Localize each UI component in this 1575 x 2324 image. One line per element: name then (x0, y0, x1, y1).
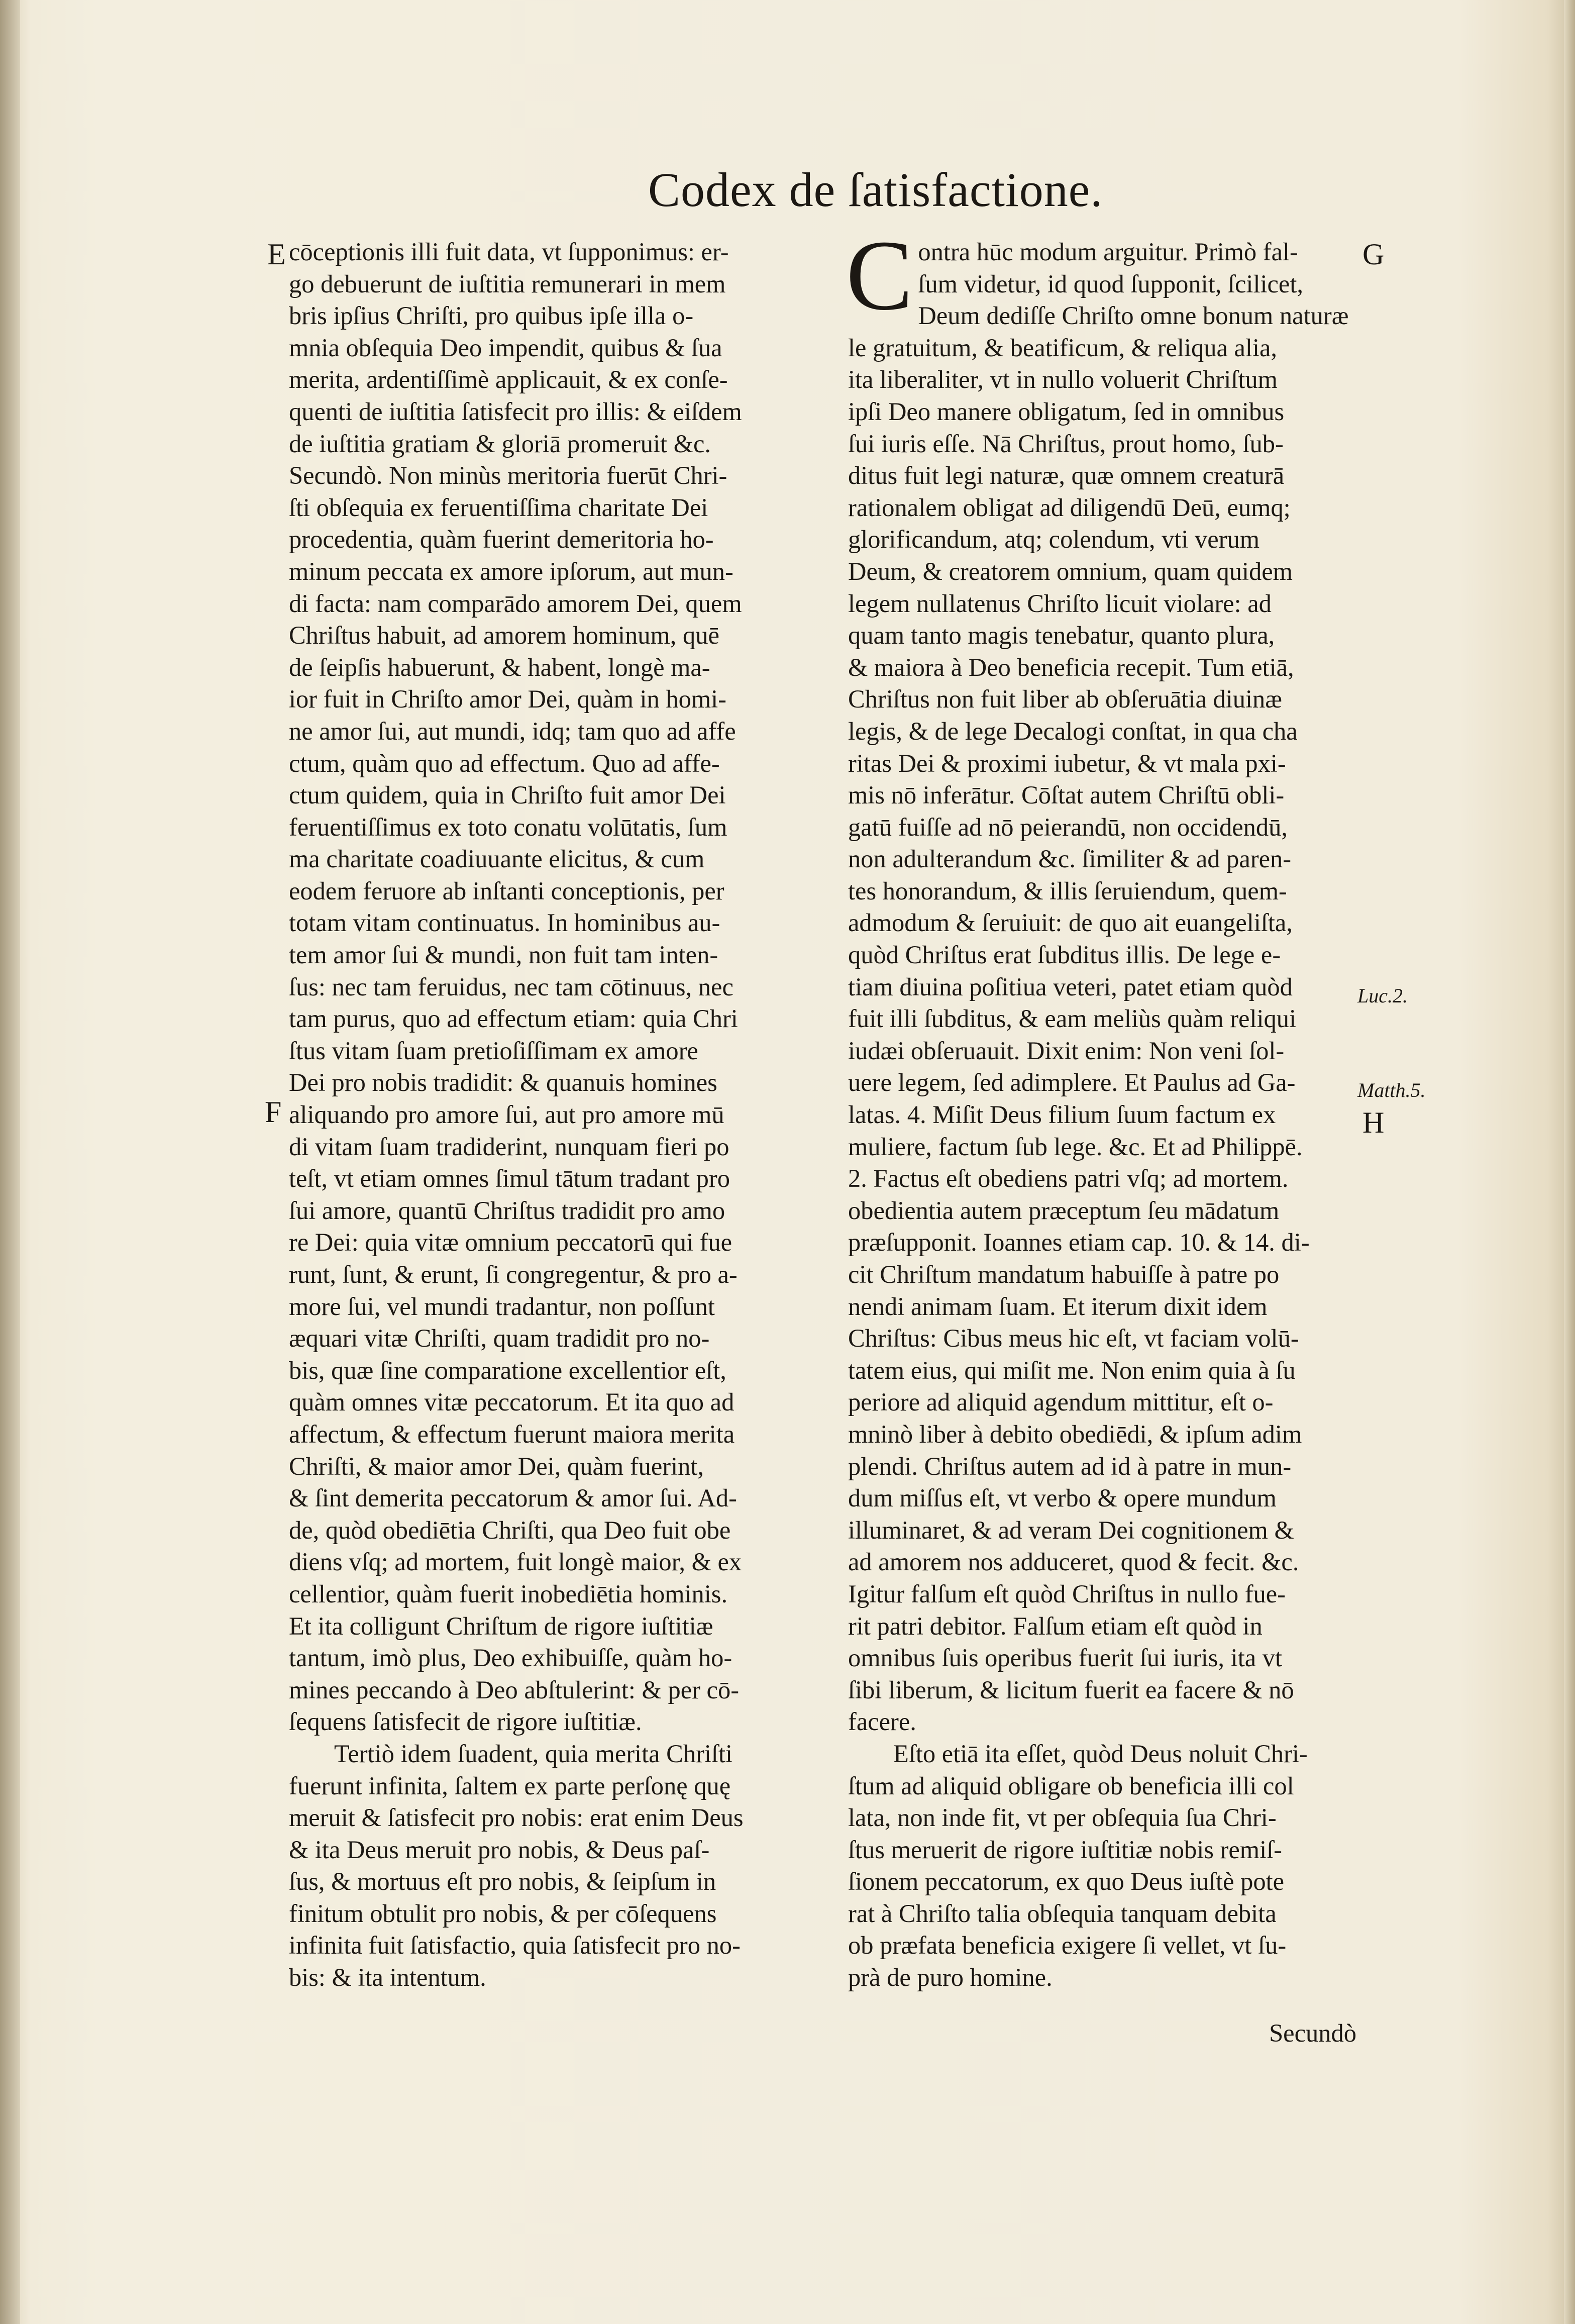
running-head: Codex de ſatisfactione. (648, 163, 1103, 217)
text-line: merita, ardentiſſimè applicauit, & ex conſe- (289, 365, 728, 394)
text-line: runt, ſunt, & erunt, ſi congregentur, & pro a- (289, 1260, 738, 1288)
text-line: prà de puro homine. (848, 1963, 1053, 1992)
margin-letter-f: F (265, 1095, 282, 1129)
text-line: Deum, & creatorem omnium, quam quidem (848, 557, 1293, 585)
text-line: de ſeipſis habuerunt, & habent, longè ma- (289, 653, 710, 681)
margin-ref-matthew: Matth.5. (1357, 1079, 1426, 1101)
text-line: procedentia, quàm fuerint demeritoria ho- (289, 525, 714, 554)
text-line: eodem feruore ab inſtanti conceptionis, per (289, 876, 724, 905)
text-line: ſtus vitam ſuam pretioſiſſimam ex amore (289, 1036, 698, 1065)
text-line: rationalem obligat ad diligendū Deū, eumq; (848, 493, 1291, 522)
text-line: facere. (848, 1707, 916, 1736)
text-line: tem amor ſui & mundi, non fuit tam inten- (289, 941, 718, 969)
text-line: ſui amore, quantū Chriſtus tradidit pro amo (289, 1196, 725, 1225)
text-line: di vitam ſuam tradiderint, nunquam fieri po (289, 1132, 729, 1161)
text-line: bris ipſius Chriſti, pro quibus ipſe illa o- (289, 301, 694, 330)
text-line: ne amor ſui, aut mundi, idq; tam quo ad affe (289, 717, 736, 745)
text-line: ctum, quàm quo ad effectum. Quo ad affe- (289, 749, 720, 777)
text-line: bis, quæ ſine comparatione excellentior eſt, (289, 1356, 726, 1384)
text-line: omnibus ſuis operibus fuerit ſui iuris, ita vt (848, 1644, 1283, 1672)
text-line: meruit & ſatisfecit pro nobis: erat enim Deus (289, 1803, 744, 1832)
text-line: ſequens ſatisfecit de rigore iuſtitiæ. (289, 1707, 642, 1736)
text-line: Chriſti, & maior amor Dei, quàm fuerint, (289, 1452, 704, 1480)
text-line: ontra hūc modum arguitur. Primò fal- (918, 238, 1298, 266)
text-line: cōceptionis illi fuit data, vt ſupponimus: er- (289, 238, 729, 266)
text-line: & maiora à Deo beneficia recepit. Tum etiā, (848, 653, 1294, 681)
text-line: ſti obſequia ex feruentiſſima charitate Dei (289, 493, 708, 522)
text-line: ob præfata beneficia exigere ſi vellet, vt ſu- (848, 1931, 1287, 1960)
text-line: ad amorem nos adduceret, quod & fecit. &c. (848, 1548, 1299, 1576)
text-line: ipſi Deo manere obligatum, ſed in omnibus (848, 397, 1285, 426)
binding-gutter (0, 0, 20, 2324)
text-line: ita liberaliter, vt in nullo voluerit Chriſtum (848, 365, 1278, 394)
page-edge (1564, 0, 1575, 2324)
text-line: de, quòd obediētia Chriſti, qua Deo fuit obe (289, 1515, 731, 1544)
text-line: iudæi obſeruauit. Dixit enim: Non veni ſol- (848, 1036, 1285, 1065)
text-line: uere legem, ſed adimplere. Et Paulus ad Ga- (848, 1068, 1296, 1097)
text-line: ritas Dei & proximi iubetur, & vt mala pxi- (848, 749, 1286, 777)
text-line: legem nullatenus Chriſto licuit violare: ad (848, 589, 1272, 618)
text-line: mis nō inferātur. Cōſtat autem Chriſtū obli- (848, 781, 1285, 810)
text-line: & ita Deus meruit pro nobis, & Deus paſ- (289, 1835, 710, 1864)
text-line: minum peccata ex amore ipſorum, aut mun- (289, 557, 733, 585)
text-line: Dei pro nobis tradidit: & quanuis homines (289, 1068, 717, 1097)
text-line: dum miſſus eſt, vt verbo & opere mundum (848, 1484, 1277, 1512)
text-line: rit patri debitor. Falſum etiam eſt quòd in (848, 1611, 1263, 1640)
text-line: gatū fuiſſe ad nō peierandū, non occidendū, (848, 813, 1288, 841)
margin-letter-h: H (1362, 1106, 1385, 1139)
text-line: latas. 4. Miſit Deus filium ſuum factum ex (848, 1100, 1276, 1129)
text-line: non adulterandum &c. ſimiliter & ad paren- (848, 845, 1292, 873)
text-line: cellentior, quàm fuerit inobediētia hominis. (289, 1579, 728, 1608)
text-line: teſt, vt etiam omnes ſimul tātum tradant pro (289, 1164, 730, 1193)
text-line: quàm omnes vitæ peccatorum. Et ita quo ad (289, 1388, 734, 1417)
right-column (846, 220, 1366, 1994)
text-line: finitum obtulit pro nobis, & per cōſequens (289, 1899, 717, 1928)
text-line: & ſint demerita peccatorum & amor ſui. Ad- (289, 1484, 737, 1512)
text-line: glorificandum, atq; colendum, vti verum (848, 525, 1260, 554)
text-line: quòd Chriſtus erat ſubditus illis. De lege e- (848, 941, 1281, 969)
text-line: quam tanto magis tenebatur, quanto plura, (848, 621, 1275, 650)
text-line: ſtum ad aliquid obligare ob beneficia illi col (848, 1771, 1294, 1800)
text-line: illuminaret, & ad veram Dei cognitionem & (848, 1515, 1294, 1544)
text-line: Chriſtus non fuit liber ab obſeruātia diuinæ (848, 685, 1282, 714)
text-line: ſibi liberum, & licitum fuerit ea facere & nō (848, 1675, 1294, 1704)
catchword: Secundò (1269, 2019, 1356, 2047)
text-line: re Dei: quia vitæ omnium peccatorū qui fue (289, 1228, 732, 1257)
text-line: 2. Factus eſt obediens patri vſq; ad mortem. (848, 1164, 1289, 1193)
text-line: di facta: nam comparādo amorem Dei, quem (289, 589, 742, 618)
text-line: plendi. Chriſtus autem ad id à patre in mun- (848, 1452, 1292, 1480)
text-line: ſionem peccatorum, ex quo Deus iuſtè pote (848, 1867, 1285, 1896)
text-line: ſum videtur, id quod ſupponit, ſcilicet, (918, 269, 1304, 298)
text-line: infinita fuit ſatisfactio, quia ſatisfecit pro no- (289, 1931, 741, 1960)
text-line: Eſto etiā ita eſſet, quòd Deus noluit Chri- (893, 1739, 1308, 1768)
text-line: cit Chriſtum mandatum habuiſſe à patre po (848, 1260, 1280, 1288)
text-line: Igitur falſum eſt quòd Chriſtus in nullo fue- (848, 1579, 1286, 1608)
text-line: quenti de iuſtitia ſatisfecit pro illis: & eiſdem (289, 397, 742, 426)
text-line: tantum, imò plus, Deo exhibuiſſe, quàm ho- (289, 1644, 732, 1672)
text-line: ditus fuit legi naturæ, quæ omnem creaturā (848, 461, 1285, 490)
text-line: mnia obſequia Deo impendit, quibus & ſua (289, 333, 722, 362)
text-line: bis: & ita intentum. (289, 1963, 486, 1992)
text-line: mines peccando à Deo abſtulerint: & per cō- (289, 1675, 740, 1704)
text-line: muliere, factum ſub lege. &c. Et ad Philippē. (848, 1132, 1303, 1161)
margin-letter-g: G (1362, 238, 1385, 271)
text-line: feruentiſſimus ex toto conatu volūtatis, ſum (289, 813, 727, 841)
text-line: periore ad aliquid agendum mittitur, eſt o- (848, 1388, 1274, 1417)
drop-cap: C (846, 220, 913, 331)
text-line: tiam diuina poſitiua veteri, patet etiam quòd (848, 972, 1293, 1001)
text-line: obedientia autem præceptum ſeu mādatum (848, 1196, 1280, 1225)
text-line: diens vſq; ad mortem, fuit longè maior, & ex (289, 1548, 742, 1576)
text-line: ſui iuris eſſe. Nā Chriſtus, prout homo, ſub- (848, 429, 1284, 458)
text-line: tes honorandum, & illis ſeruiendum, quem- (848, 876, 1287, 905)
text-line: ma charitate coadiuuante elicitus, & cum (289, 845, 705, 873)
text-line: mninò liber à debito obediēdi, & ipſum adim (848, 1420, 1302, 1448)
text-line: Secundò. Non minùs meritoria fuerūt Chri- (289, 461, 727, 490)
text-line: affectum, & effectum fuerunt maiora merita (289, 1420, 735, 1448)
left-column (289, 236, 801, 1994)
text-line: ctum quidem, quia in Chriſto fuit amor Dei (289, 781, 726, 810)
text-line: Et ita colligunt Chriſtum de rigore iuſtitiæ (289, 1611, 713, 1640)
text-line: fuit illi ſubditus, & eam meliùs quàm reliqui (848, 1004, 1297, 1033)
text-line: Chriſtus: Cibus meus hic eſt, vt faciam volū- (848, 1324, 1299, 1353)
text-line: æquari vitæ Chriſti, quam tradidit pro no- (289, 1324, 710, 1353)
text-line: admodum & ſeruiuit: de quo ait euangeliſta, (848, 908, 1293, 937)
text-line: nendi animam ſuam. Et iterum dixit idem (848, 1292, 1268, 1321)
text-line: tam purus, quo ad effectum etiam: quia Chri (289, 1004, 738, 1033)
text-line: ſus: nec tam feruidus, nec tam cōtinuus, nec (289, 972, 733, 1001)
text-line: præſupponit. Ioannes etiam cap. 10. & 14. di- (848, 1228, 1310, 1257)
text-line: Chriſtus habuit, ad amorem hominum, quē (289, 621, 719, 650)
text-line: ſtus meruerit de rigore iuſtitiæ nobis remiſ- (848, 1835, 1282, 1864)
text-line: rat à Chriſto talia obſequia tanquam debita (848, 1899, 1277, 1928)
text-line: de iuſtitia gratiam & gloriā promeruit &c. (289, 429, 711, 458)
margin-ref-luke: Luc.2. (1357, 984, 1408, 1007)
text-line: totam vitam continuatus. In hominibus au- (289, 908, 720, 937)
text-line: ior fuit in Chriſto amor Dei, quàm in homi- (289, 685, 727, 714)
text-line: ſus, & mortuus eſt pro nobis, & ſeipſum in (289, 1867, 716, 1896)
text-line: tatem eius, qui miſit me. Non enim quia à ſu (848, 1356, 1296, 1384)
text-line: Tertiò idem ſuadent, quia merita Chriſti (334, 1739, 733, 1768)
text-line: fuerunt infinita, ſaltem ex parte perſonę quę (289, 1771, 731, 1800)
text-line: more ſui, vel mundi tradantur, non poſſunt (289, 1292, 715, 1321)
text-line: le gratuitum, & beatificum, & reliqua alia, (848, 333, 1278, 362)
margin-letter-e: E (267, 238, 286, 271)
text-line: lata, non inde fit, vt per obſequia ſua Chri- (848, 1803, 1277, 1832)
catchword-wrap (1241, 2017, 1356, 2050)
text-line: legis, & de lege Decalogi conſtat, in qua cha (848, 717, 1298, 745)
text-line: Deum dediſſe Chriſto omne bonum naturæ (918, 301, 1349, 330)
text-line: go debuerunt de iuſtitia remunerari in mem (289, 269, 726, 298)
text-line: aliquando pro amore ſui, aut pro amore mū (289, 1100, 724, 1129)
